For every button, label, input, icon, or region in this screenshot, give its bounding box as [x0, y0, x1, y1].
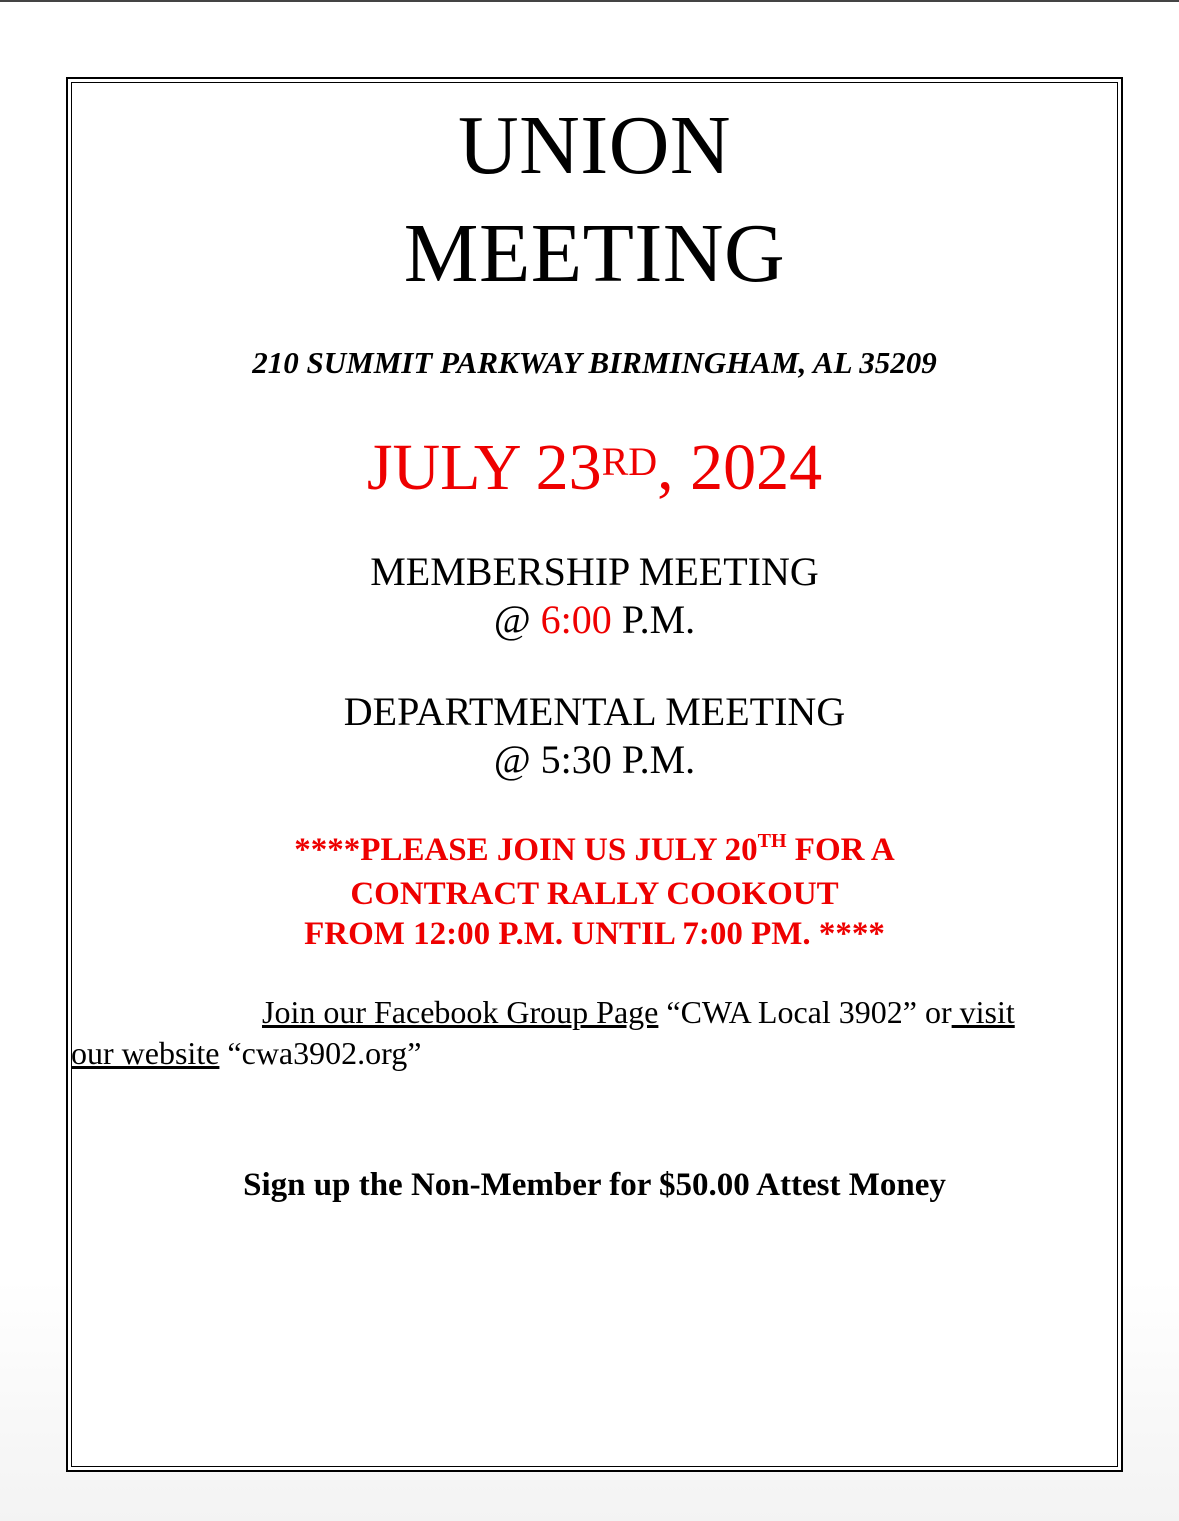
facebook-group-name: “CWA Local 3902” or: [658, 994, 952, 1030]
departmental-meeting-label: DEPARTMENTAL MEETING: [343, 689, 846, 734]
date-year: , 2024: [657, 431, 823, 504]
date-suffix: RD: [601, 439, 658, 484]
date-main: JULY 23: [366, 431, 602, 504]
non-member-signup: Sign up the Non-Member for $50.00 Attest Money: [243, 1167, 946, 1203]
website-url: “cwa3902.org”: [219, 1035, 422, 1071]
cookout-announcement: [71, 830, 1118, 954]
departmental-meeting: [71, 688, 1118, 784]
facebook-group-link[interactable]: Join our Facebook Group Page: [262, 994, 659, 1030]
membership-meeting-time: 6:00: [540, 597, 612, 642]
title-line-meeting: MEETING: [403, 207, 786, 300]
announcement-line1-sup: TH: [757, 830, 787, 852]
announcement-line1a: ****PLEASE JOIN US JULY 20: [294, 832, 758, 868]
announcement-line3: FROM 12:00 P.M. UNTIL 7:00 PM. ****: [304, 916, 885, 952]
membership-ampm: P.M.: [611, 597, 696, 642]
membership-meeting-label: MEMBERSHIP MEETING: [370, 549, 819, 594]
membership-meeting: [71, 548, 1118, 644]
top-rule: [0, 0, 1179, 2]
membership-at: @: [493, 597, 541, 642]
website-link-part1[interactable]: visit: [951, 994, 1015, 1030]
departmental-meeting-time: @ 5:30 P.M.: [493, 737, 696, 782]
social-links: [71, 992, 1081, 1074]
flyer-title: [71, 92, 1118, 308]
announcement-line2: CONTRACT RALLY COOKOUT: [350, 876, 839, 912]
announcement-line1b: FOR A: [786, 832, 895, 868]
title-line-union: UNION: [457, 99, 732, 192]
website-link-part2[interactable]: our website: [71, 1035, 220, 1071]
meeting-date: [71, 428, 1118, 516]
meeting-address: 210 SUMMIT PARKWAY BIRMINGHAM, AL 35209: [252, 345, 937, 380]
